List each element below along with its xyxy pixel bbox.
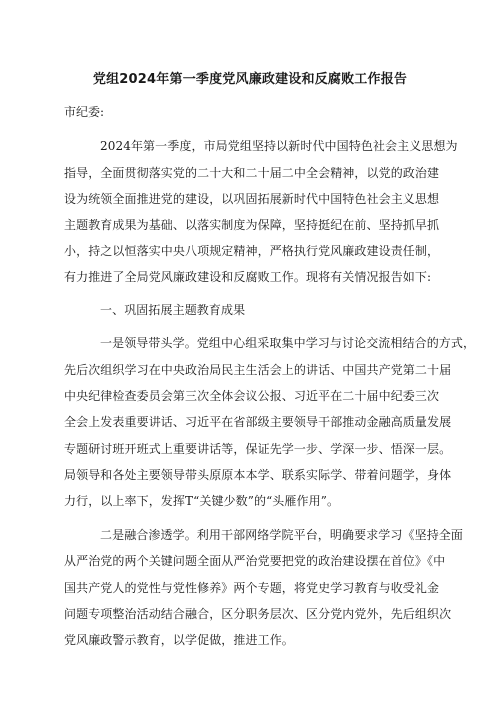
text-line: 有力推进了全局党风廉政建设和反腐败工作。现将有关情况报告如下:	[64, 270, 432, 284]
text-line: 力行，以上率下，发挥T“关键少数”的“头雁作用”。	[64, 494, 340, 508]
text-line: 从严治党的两个关键问题全面从严治党要把党的政治建设摆在首位》《中	[64, 554, 446, 568]
text-line: 全会上发表重要讲话、习近平在省部级主要领导干部推动金融高质量发展	[64, 415, 452, 429]
text-line: 小，持之以恒落实中央八项规定精神，严格执行党风廉政建设责任制，	[64, 244, 440, 258]
text-line: 一是领导带头学。党组中心组采取集中学习与讨论交流相结合的方式，	[100, 336, 476, 350]
text-line: 设为统领全面推进党的建设，以巩固拓展新时代中国特色社会主义思想	[64, 192, 440, 206]
text-line: 二是融合渗透学。利用干部网络学院平台，明确要求学习《坚持全面	[100, 528, 464, 542]
text-line: 中央纪律检查委员会第三次全体会议公报、习近平在二十届中纪委三次	[64, 389, 440, 403]
text-line: 专题研讨班开班式上重要讲话等，保证先学一步、学深一步、悟深一层。	[64, 442, 452, 456]
text-line: 指导，全面贯彻落实党的二十大和二十届二中全会精神，以党的政治建	[64, 166, 440, 180]
text-line: 2024年第一季度，市局党组坚持以新时代中国特色社会主义思想为	[100, 139, 458, 153]
text-line: 局领导和各处主要领导带头原原本本学、联系实际学、带着问题学，身体	[64, 468, 452, 482]
text-line: 党风廉政警示教育，以学促做，推进工作。	[64, 633, 294, 647]
text-line: 问题专项整治活动结合融合，区分职务层次、区分党内党外，先后组织次	[64, 607, 452, 621]
salutation: 市纪委:	[64, 105, 105, 119]
section-heading: 一、巩固拓展主题教育成果	[100, 303, 246, 317]
document-title: 党组2024年第一季度党风廉政建设和反腐败工作报告	[92, 72, 408, 87]
text-line: 国共产党人的党性与党性修养》两个专题，将党史学习教育与收受礼金	[64, 581, 440, 595]
text-line: 主题教育成果为基础、以落实制度为保障，坚持挺纪在前、坚持抓早抓	[64, 218, 440, 232]
text-line: 先后次组织学习在中央政治局民主生活会上的讲话、中国共产党第二十届	[64, 363, 452, 377]
